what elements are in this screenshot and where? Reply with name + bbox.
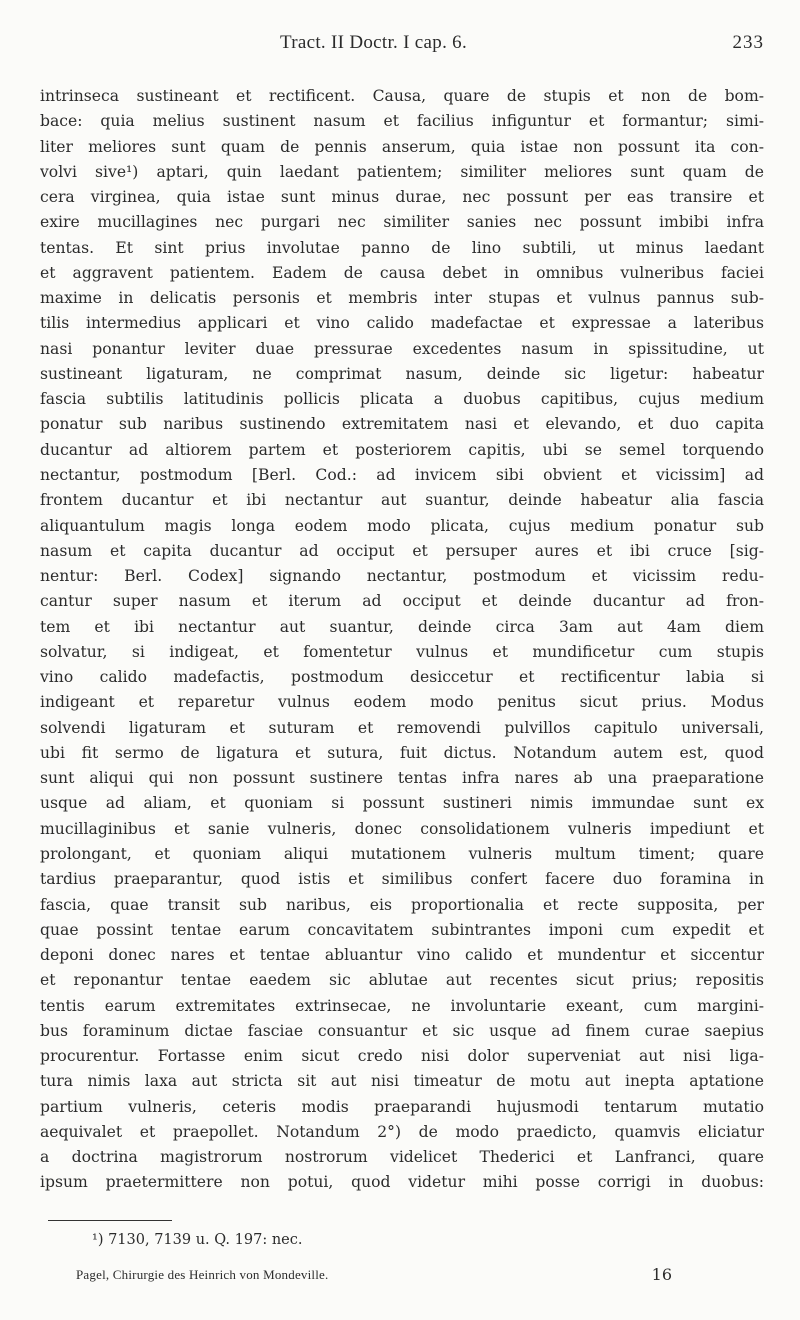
text-line: solvatur, si indigeat, et fomentetur vulnus et mundificetur cum stupis (40, 642, 764, 661)
footer-credit: Pagel, Chirurgie des Heinrich von Mondeville. (76, 1267, 329, 1282)
text-line: sustineant ligaturam, ne comprimat nasum, deinde sic ligetur: habeatur (40, 364, 764, 383)
signature-mark: 16 (651, 1265, 672, 1284)
text-line: tura nimis laxa aut stricta sit aut nisi timeatur de motu aut inepta aptatione (40, 1072, 764, 1091)
text-line: tentas. Et sint prius involutae panno de lino subtili, ut minus laedant (40, 238, 764, 257)
text-line: nentur: Berl. Codex] signando nectantur, postmodum et vicissim redu- (40, 567, 764, 586)
text-line: ubi fit sermo de ligatura et sutura, fuit dictus. Notandum autem est, quod (40, 743, 764, 762)
text-line: nasum et capita ducantur ad occiput et persuper aures et ibi cruce [sig- (40, 541, 764, 560)
text-line: indigeant et reparetur vulnus eodem modo penitus sicut prius. Modus (40, 693, 764, 712)
running-head (40, 32, 764, 58)
text-line: ponatur sub naribus sustinendo extremitatem nasi et elevando, et duo capita (40, 415, 764, 434)
text-line: procurentur. Fortasse enim sicut credo nisi dolor superveniat aut nisi liga- (40, 1047, 764, 1066)
text-line: intrinseca sustineant et rectificent. Causa, quare de stupis et non de bom- (40, 87, 764, 105)
text-line: fascia, quae transit sub naribus, eis proportionalia et recte supposita, per (40, 895, 764, 914)
text-line: quae possint tentae earum concavitatem subintrantes imponi cum expedit et (40, 920, 764, 939)
text-line: maxime in delicatis personis et membris inter stupas et vulnus pannus sub- (40, 289, 764, 308)
text-line: solvendi ligaturam et suturam et removendi pulvillos capitulo universali, (40, 718, 764, 737)
text-line: prolongant, et quoniam aliqui mutationem vulneris multum timent; quare (40, 844, 764, 863)
text-line: tardius praeparantur, quod istis et similibus confert facere duo foramina in (40, 870, 764, 889)
text-line: tentis earum extremitates extrinsecae, ne involuntarie exeant, cum margini- (40, 996, 764, 1015)
page-number: 233 (732, 32, 764, 53)
text-line: et reponantur tentae eaedem sic ablutae aut recentes sicut prius; repositis (40, 971, 764, 990)
body-text (40, 84, 764, 1196)
text-line: a doctrina magistrorum nostrorum videlicet Thederici et Lanfranci, quare (40, 1148, 764, 1167)
text-line: partium vulneris, ceteris modis praeparandi hujusmodi tentarum mutatio (40, 1097, 764, 1116)
text-line: vino calido madefactis, postmodum desiccetur et rectificentur labia si (40, 668, 764, 687)
text-line: fascia subtilis latitudinis pollicis plicata a duobus capitibus, cujus medium (40, 390, 764, 409)
text-line: cera virginea, quia istae sunt minus durae, nec possunt per eas transire et (40, 188, 764, 207)
text-line: deponi donec nares et tentae abluantur vino calido et mundentur et siccentur (40, 946, 764, 965)
text-line: mucillaginibus et sanie vulneris, donec consolidationem vulneris impediunt et (40, 819, 764, 838)
text-line: cantur super nasum et iterum ad occiput et deinde ducantur ad fron- (40, 592, 764, 611)
page-footer (76, 1267, 672, 1289)
text-line: ipsum praetermittere non potui, quod videtur mihi posse corrigi in duobus: (40, 1173, 764, 1192)
footnote: ¹) 7130, 7139 u. Q. 197: nec. (92, 1232, 303, 1248)
text-line: exire mucillagines nec purgari nec similiter sanies nec possunt imbibi infra (40, 213, 764, 232)
text-line: aliquantulum magis longa eodem modo plicata, cujus medium ponatur sub (40, 516, 764, 535)
text-line: et aggravent patientem. Eadem de causa debet in omnibus vulneribus faciei (40, 263, 764, 282)
text-line: tilis intermedius applicari et vino calido madefactae et expressae a lateribus (40, 314, 764, 333)
text-line: aequivalet et praepollet. Notandum 2°) de modo praedicto, quamvis eliciatur (40, 1122, 764, 1141)
text-line: bus foraminum dictae fasciae consuantur et sic usque ad finem curae saepius (40, 1021, 764, 1040)
text-line: sunt aliqui qui non possunt sustinere tentas infra nares ab una praeparatione (40, 769, 764, 788)
text-line: bace: quia melius sustinent nasum et facilius infiguntur et formantur; simi- (40, 112, 764, 131)
text-line: nasi ponantur leviter duae pressurae excedentes nasum in spissitudine, ut (40, 339, 764, 358)
text-line: ducantur ad altiorem partem et posteriorem capitis, ubi se semel torquendo (40, 440, 764, 459)
text-line: nectantur, postmodum [Berl. Cod.: ad invicem sibi obvient et vicissim] ad (40, 465, 764, 484)
footnote-rule (48, 1220, 172, 1221)
text-line: frontem ducantur et ibi nectantur aut suantur, deinde habeatur alia fascia (40, 491, 764, 510)
text-line: tem et ibi nectantur aut suantur, deinde circa 3am aut 4am diem (40, 617, 764, 636)
text-line: liter meliores sunt quam de pennis anserum, quia istae non possunt ita con- (40, 137, 764, 156)
text-line: usque ad aliam, et quoniam si possunt sustineri nimis immundae sunt ex (40, 794, 764, 813)
text-line: volvi sive¹) aptari, quin laedant patientem; similiter meliores sunt quam de (40, 162, 764, 181)
running-title: Tract. II Doctr. I cap. 6. (280, 32, 468, 53)
